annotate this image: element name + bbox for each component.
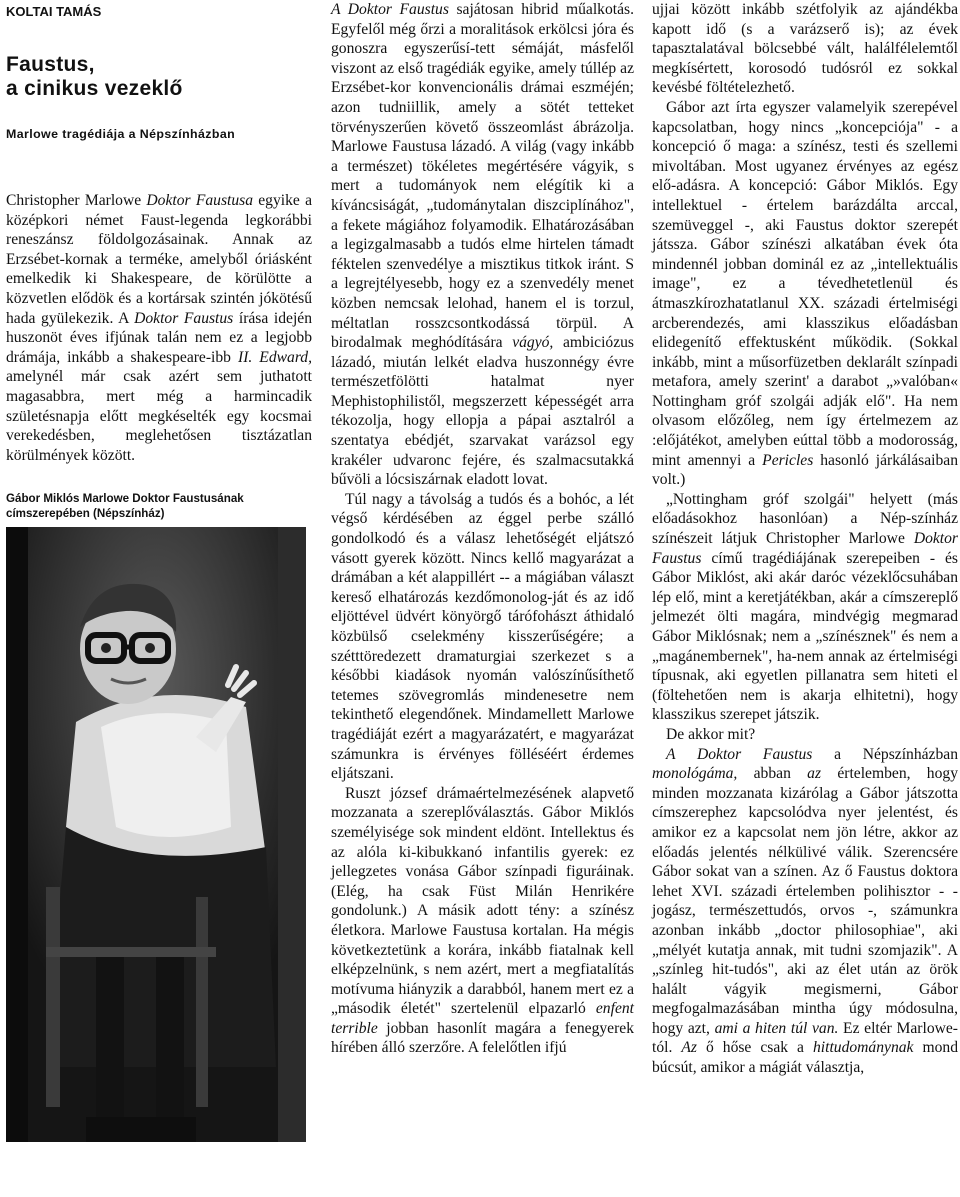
italic-run: monológáma, xyxy=(652,765,738,783)
italic-run: Az xyxy=(681,1039,697,1057)
body-paragraph xyxy=(652,98,958,490)
italic-run: Pericles xyxy=(762,451,814,469)
text-run: értelemben, hogy minden mozzanata kizárólag a Gábor játszotta címszerephez kapcsolódva nyer jelentést, és amikor ez a kapcsolat nem jön létre, akkor az előadás jelentés nélkülivé válik. Szerencsére Gábor sokat van a színen. Az ő Faustus doktora lehet XVI. századi értelemben polihisztor - - jogász, természettudós, orvos -, számunkra azonban inkább „doctor philosophiae", aki „mélyét kutatja annak, mit tudni szomjazik". A „színleg hit-tudós", aki az élet után az örök halált vágyik megismerni, Gábor megfogalmazásában mintha úgy módosulna, hogy azt, xyxy=(652,765,958,1037)
intro-paragraph xyxy=(6,191,312,465)
text-run: amelynél már csak azért sem juthatott magasabbra, mert még a harmincadik születésnapja előtt megkéselték egy kocsmai verekedésben, meglehetősen tisztázatlan körülmények között. xyxy=(6,368,312,464)
left-column xyxy=(6,0,312,1142)
italic-run: enfent terrible xyxy=(331,1000,634,1037)
text-run: a Népszínházban xyxy=(812,745,958,763)
middle-column xyxy=(331,0,634,1058)
italic-run: hittudománynak xyxy=(812,1039,914,1057)
text-run: Túl nagy a távolság a tudós és a bohóc, a lét végső kérdésében az éggel perbe szálló gondolkodó és a válasz lehetőségét eljátszó vásott gyerek között. Nincs kellő magyarázat a drámában a két alappillért -- a mágiában választ kereső elhatározás kezdőmonolog-ját és az idő eljöttével üdvért könyörgő tárófohászt áthidaló közbülső cselekmény kisszerűségére; a szétttöredezett dramaturgiai szerkezet s a későbbi kiadások nyomán valószínűsíthető tetemes szövegromlás mindenesetre nem tekinthető elegendőnek. Mindamellett Marlowe tragédiáját ezért a magyarázatért, e magyarázat számunkra is érvényes fölléséért érdemes eljátszani. xyxy=(331,490,634,783)
text-run: Ruszt józsef drámaértelmezésének alapvető mozzanata a szereplőválasztás. Gábor Miklós személyisége sok mindent eldönt. Intellektus és az alóla ki-kibukkanó infantilis gyerek: ez jellegzetes vonása Gábor színpadi figuráinak. (Elég, ha csak Füst Milán Henrikére gondolunk.) A másik adott tény: a színész életkora. Marlowe Faustusa kortalan. Ha mégis következtetünk a korára, inkább fiatalnak kell elképzelnünk, s nem azért, mert a megfiatalítás motívuma hiányzik a darabból, hanem mert ez a „második életét" szertelenül elpazarló xyxy=(331,784,634,1018)
italic-run: A Doktor Faustus xyxy=(666,745,813,763)
title-line-2: a cinikus vezeklő xyxy=(6,77,183,100)
italic-run: Doktor Faustus xyxy=(134,309,234,327)
text-run: ambiciózus lázadó, miután lelkét eladva huszonnégy évre természetfölötti hatalmat nyer Mephistophilistől, megszerzett képességét arra tékozolja, hogy ellopja a pápai asztalról a szentatya ebédjét, szarvakat varázsol egy krakéler udvaronc fejére, és szalmacsutakká bűvöli a lócsiszárnak eladott lovat. xyxy=(331,334,634,489)
body-paragraph xyxy=(331,784,634,1058)
text-run: Christopher Marlowe xyxy=(6,192,147,209)
text-run: című tragédiájának szerepeiben - és Gábor Miklóst, aki akár daróc vézeklőcsuhában lép elő, mint a keretjátékban, akár a címszereplő jelmezét ölti magára, mindvégig megmarad Gábor Miklósnak; nem a „színésznek" és nem a „magánembernek", ha-nem annak az értelmiségi típusnak, aki egyetlen pillanatra sem hiteti el (föltehetően nem is akarja elhitetni), hogy klasszikus szerepet játszik. xyxy=(652,549,958,724)
title-line-1: Faustus, xyxy=(6,53,95,76)
text-run: jobban hasonlít magára a fenegyerek hírében álló szerzőre. A felelőtlen ifjú xyxy=(331,1019,634,1057)
article-title xyxy=(6,53,312,101)
actor-photo xyxy=(6,527,306,1142)
text-run: ujjai között inkább szétfolyik az ajándékba kapott idő (s a varázserő is); az évek tapasztalatával bölcsebbé vált, halálfélelemtől megkísértett, korosodó tudósról ez sokkal kevésbé föltételezhető. xyxy=(652,1,958,97)
italic-run: Doktor Faustus xyxy=(652,530,958,567)
italic-run: vágyó, xyxy=(512,334,554,352)
article-subtitle: Marlowe tragédiája a Népszínházban xyxy=(6,127,236,141)
actor-figure-illustration xyxy=(6,527,306,1142)
text-run: sajátosan hibrid műalkotás. Egyfelől még őrzi a moralitások erkölcsi jóra és gonoszra egyszerűsí-tett sémáját, másfelől viszont az első tragédiák egyike, amely túllép az Erzsébet-kor konvencionális drámai eszméjén; azon tudniillik, amely a sötét tetteket törvényszerűen követő összeomlást ábrázolja. Marlowe Faustusa lázadó. A világ (vagy inkább a természet) tökéletes megértésére vágyik, s mert a tudományok nem elégítik ki a kíváncsiságát, „tudománytalan diszciplínához", a fekete mágiához folyamodik. Elhatározásában a legizgalmasabb a tudós elme hirtelen támadt féktelen szenvedélye a misztikus titkok iránt. S a legrejtélyesebb, hogy ez a szenvedély menet közben nemcsak lelohad, hanem el is torzul, méltatlan rosszcsontkodássá törpül. A birodalmak meghódítására xyxy=(331,1,634,352)
text-run: Gábor azt írta egyszer valamelyik szerepével kapcsolatban, hogy nincs „koncepciója" - a koncepció ő maga: a színész, testi és szellemi mivoltában. Most ugyanez érvényes az egész elő-adásra. A koncepció: Gábor Miklós. Egy intellektuel - értelem barázdálta arccal, szemüveggel -, aki Faustus doktor szerepét játssza. Gábor színészi alkatában évek óta mindennél jobban dominál ez az „intellektuális image", ez a tévedhetetlenül és átmaszkírozhatatlanul XX. századi értelmiségi arcberendezés, ami klasszikus előadásban elidegenítő effektusként működik. (Sokkal inkább, mint a műsorfüzetben deklarált színpadi metafora, amely szerint' a darabot „»valóban« Nottingham gróf szolgái adják elő". Ha nem olvasom előzőleg, nem így értelmezem az :előjátékot, amelyben eúttal több a modorosság, mint amennyi a xyxy=(652,98,958,469)
text-run: egyike a középkori német Faust-legenda legkorábbi reneszánsz földolgozásainak. Annak az Erzsébet-kornak a terméke, amelyből óriásként emelkedik ki Shakespeare, de körülötte a közvetlen elődök és a kortársak szintén jókötésű hada gyülekezik. A xyxy=(6,192,312,327)
right-column xyxy=(652,0,958,1078)
text-run: Ez eltér Marlowe-tól. xyxy=(652,1019,958,1057)
body-paragraph xyxy=(331,0,634,490)
italic-run: Doktor Faustusa xyxy=(146,192,254,209)
photo-caption: Gábor Miklós Marlowe Doktor Faustusának címszerepében (Népszínház) xyxy=(6,492,244,521)
text-run: abban xyxy=(737,765,808,783)
body-paragraph xyxy=(331,490,634,784)
italic-run: ami a hiten túl van. xyxy=(714,1019,839,1037)
author-name: KOLTAI TAMÁS xyxy=(6,4,102,19)
text-run: mond búcsút, amikor a mágiát választja, xyxy=(652,1039,958,1077)
body-paragraph xyxy=(652,0,958,98)
text-run: írása idején huszonöt éves ifjúnak talán nem ez a legjobb drámája, inkább a shakespeare-ibb xyxy=(6,309,313,366)
text-run: De akkor mit? xyxy=(666,725,756,743)
text-run: ő hőse csak a xyxy=(696,1039,813,1057)
italic-run: az xyxy=(807,765,822,783)
body-paragraph xyxy=(652,745,958,1078)
text-run: „Nottingham gróf szolgái" helyett (más előadásokhoz hasonlóan) a Nép-színház színészeit látjuk Christopher Marlowe xyxy=(652,490,958,548)
body-paragraph xyxy=(652,490,958,725)
body-paragraph xyxy=(652,725,958,745)
text-run: hasonló járkálásaiban volt.) xyxy=(652,451,959,489)
italic-run: A Doktor Faustus xyxy=(331,1,449,18)
italic-run: II. Edward, xyxy=(238,348,313,366)
